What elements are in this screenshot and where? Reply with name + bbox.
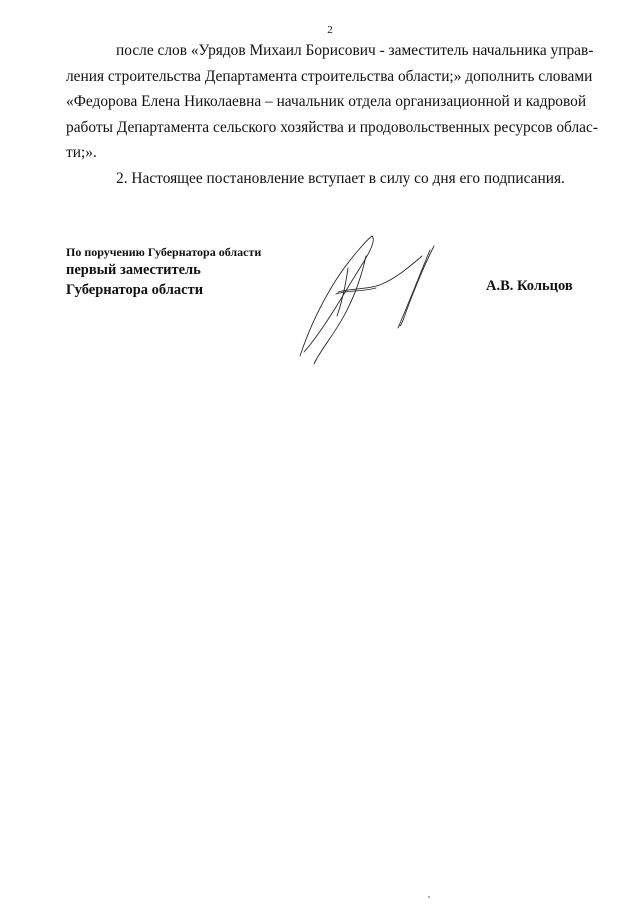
text-line: 2. Настоящее постановление вступает в силу со дня его подписания. (116, 169, 565, 187)
paragraph-amendment (66, 38, 598, 166)
position-line: первый заместитель (66, 262, 201, 278)
signature-stroke (338, 256, 422, 292)
document-body (66, 38, 598, 191)
text-line: после слов «Урядов Михаил Борисович - заместитель начальника управ- (116, 42, 594, 59)
on-behalf-label: По поручению Губернатора области (66, 245, 262, 259)
scan-speck (428, 896, 430, 898)
signature-stroke (398, 250, 430, 328)
signature-stroke (314, 256, 366, 364)
signatory-title (66, 244, 261, 300)
text-line: работы Департамента сельского хозяйства и продовольственных ресурсов облас- (66, 118, 598, 136)
paragraph-effective-date (66, 166, 578, 192)
signatory-name: А.В. Кольцов (486, 278, 573, 294)
signature-stroke (300, 236, 372, 356)
text-line: ления строительства Департамента строительства области;» дополнить словами (66, 67, 593, 85)
text-line: ти;». (66, 144, 97, 161)
page-number: 2 (327, 24, 333, 36)
position-line: Губернатора области (66, 282, 204, 298)
handwritten-signature (290, 230, 450, 370)
signature-stroke (400, 246, 434, 326)
signature-stroke (304, 236, 373, 352)
text-line: «Федорова Елена Николаевна – начальник отдела организационной и кадровой (66, 93, 587, 110)
